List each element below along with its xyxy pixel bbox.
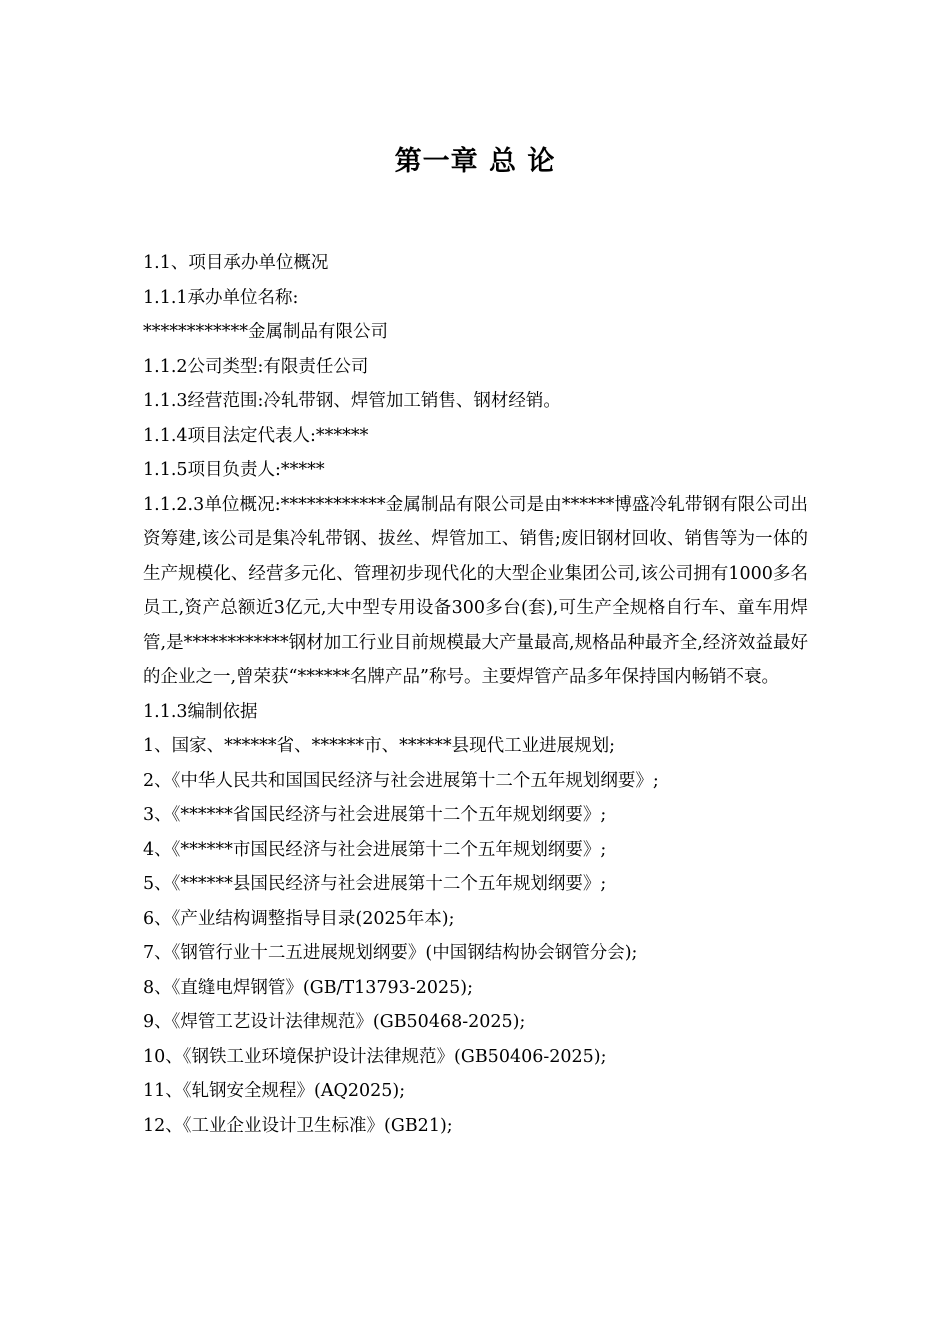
overview-paragraph: 1.1.2.3单位概况:************金属制品有限公司是由******博盛冷轧带钢有限公司出资筹建,该公司是集冷轧带钢、拔丝、焊管加工、销售;废旧钢材回收、销售等为一体的生产规模化、经营多元化、管理初步现代化的大型企业集团公司,该公司拥有1000多名员工,资产总额近3亿元,大中型专用设备300多台(套),可生产全规格自行车、童车用焊管,是************钢材加工行业目前规模最大产量最高,规格品种最齐全,经济效益最好的企业之一,曾荣获“******名牌产品”称号。主要焊管产品多年保持国内畅销不衰。 bbox=[143, 494, 808, 687]
basis-item: 5、《******县国民经济与社会进展第十二个五年规划纲要》; bbox=[143, 874, 607, 894]
basis-item: 6、《产业结构调整指导目录(2025年本); bbox=[143, 908, 455, 929]
item-1-1-1: 1.1.1承办单位名称: bbox=[143, 287, 299, 308]
chapter-title: 第一章 总 论 bbox=[394, 146, 556, 177]
document-body bbox=[143, 246, 808, 1143]
section-heading-1-1-3: 1.1.3编制依据 bbox=[143, 701, 258, 722]
item-1-1-4: 1.1.4项目法定代表人:****** bbox=[143, 425, 369, 446]
basis-item: 3、《******省国民经济与社会进展第十二个五年规划纲要》; bbox=[143, 805, 607, 825]
item-1-1-2: 1.1.2公司类型:有限责任公司 bbox=[143, 356, 369, 377]
basis-item: 12、《工业企业设计卫生标准》(GB21); bbox=[143, 1115, 453, 1136]
section-heading-1-1: 1.1、项目承办单位概况 bbox=[143, 253, 329, 273]
company-name: ************金属制品有限公司 bbox=[143, 322, 388, 342]
basis-item: 9、《焊管工艺设计法律规范》(GB50468-2025); bbox=[143, 1012, 526, 1032]
basis-item: 7、《钢管行业十二五进展规划纲要》(中国钢结构协会钢管分会); bbox=[143, 943, 638, 963]
basis-item: 10、《钢铁工业环境保护设计法律规范》(GB50406-2025); bbox=[143, 1046, 607, 1067]
basis-item: 1、国家、******省、******市、******县现代工业进展规划; bbox=[143, 736, 616, 756]
item-1-1-5: 1.1.5项目负责人:***** bbox=[143, 460, 325, 480]
basis-item: 8、《直缝电焊钢管》(GB/T13793-2025); bbox=[143, 977, 473, 998]
basis-item: 11、《轧钢安全规程》(AQ2025); bbox=[143, 1081, 406, 1101]
item-1-1-3: 1.1.3经营范围:冷轧带钢、焊管加工销售、钢材经销。 bbox=[143, 391, 561, 411]
basis-item: 4、《******市国民经济与社会进展第十二个五年规划纲要》; bbox=[143, 839, 607, 860]
basis-item: 2、《中华人民共和国国民经济与社会进展第十二个五年规划纲要》; bbox=[143, 770, 659, 791]
